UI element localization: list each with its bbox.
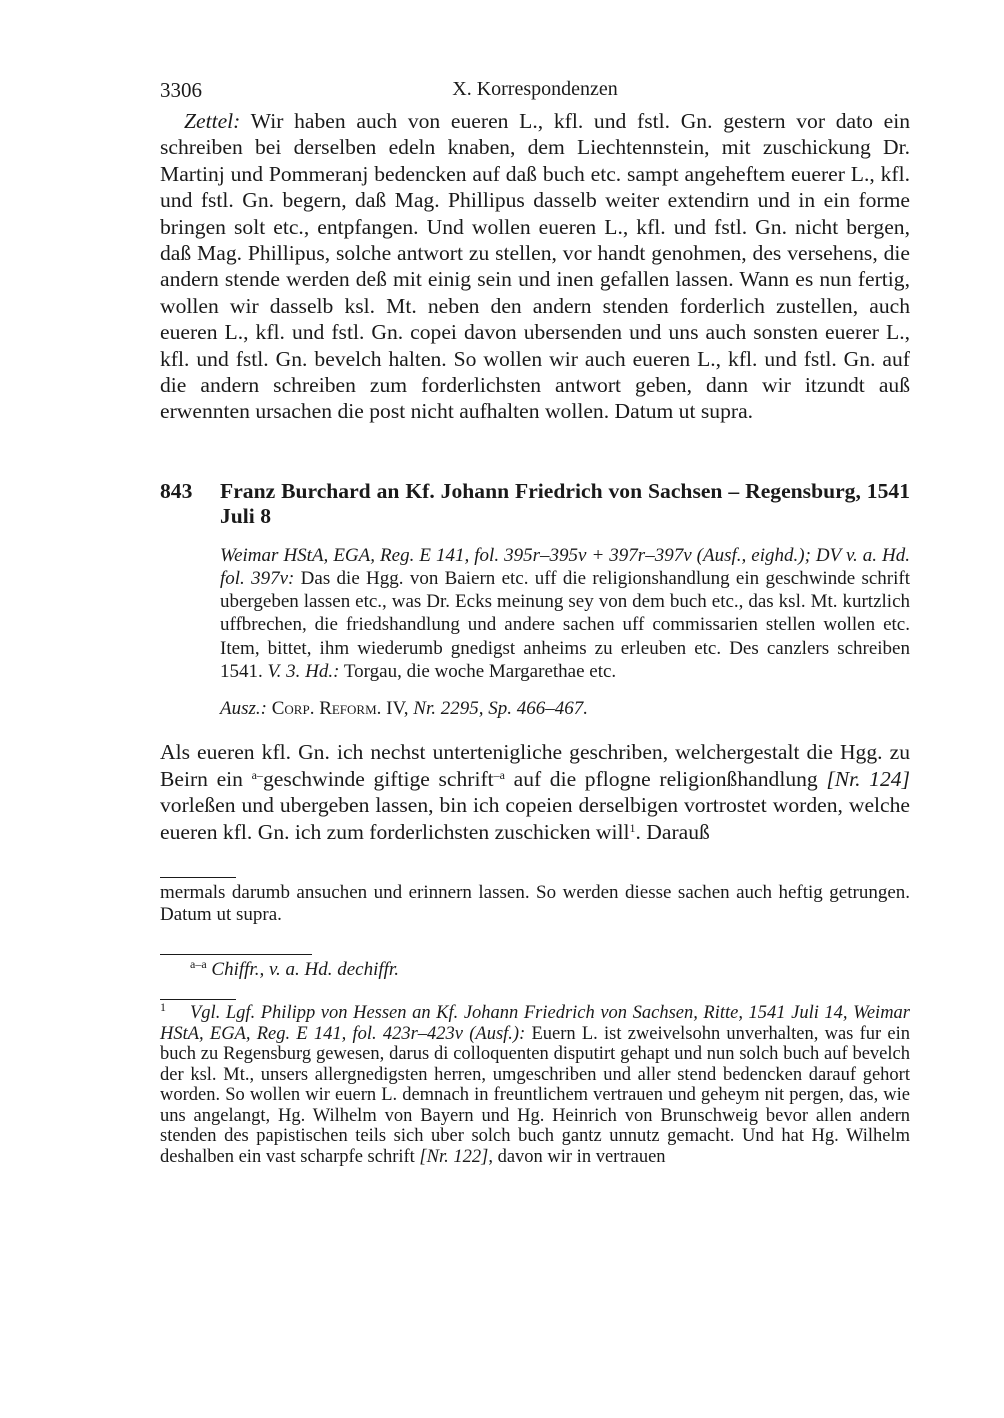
footnote1-rule bbox=[160, 999, 236, 1000]
variant-note-mark: a–a bbox=[190, 956, 207, 971]
source-end: Torgau, die woche Margarethae etc. bbox=[339, 660, 617, 682]
letter-part: . Darauß bbox=[635, 819, 710, 844]
footnote-rule bbox=[160, 877, 236, 878]
letter-part: vorleßen und ubergeben lassen, bin ich copeien derselbigen vortrostet worden, welche eueren kfl. Gn. ich zum forderlichsten zuschicken will bbox=[160, 793, 910, 844]
zettel-paragraph bbox=[160, 108, 910, 425]
footnote-1-text: Euern L. ist zweivelsohn unverhalten, was fur ein buch zu Regensburg gewesen, darus di colloquenten disputirt gehapt und nun solch buch auf bevelch der ksl. Mt., unsers allergnedigsten herren, umgeschriben und aller stend bedencken darauf gehort worden. So wollen wir euern L. demnach in freuntlichem vertrauen und geheym nit pergen, das, wie uns angelangt, Hg. Wilhelm von Bayern und Hg. Heinrich von Brunschweig bevor allen andern stenden des papistischen teils sich uber solch buch gantz unnutz gemacht. Und hat Hg. Wilhelm deshalben ein vast scharpfe schrift bbox=[160, 1023, 910, 1168]
ausz-corp: Corp. Reform. bbox=[266, 698, 382, 720]
source-description bbox=[220, 544, 910, 683]
edition-reference bbox=[220, 697, 910, 720]
variant-rule bbox=[160, 954, 312, 955]
ausz-label: Ausz.: bbox=[220, 698, 267, 720]
letter-part: auf die pflogne religionßhandlung bbox=[504, 766, 827, 791]
page-header bbox=[160, 78, 910, 108]
letter-reference: [Nr. 124] bbox=[826, 766, 910, 791]
source-summary: Das die Hgg. von Baiern etc. uff die religionshandlung ein geschwinde schrift ubergeben lassen etc., was Dr. Ecks meinung sey von dem buch etc., das ksl. Mt. kurtzlich uffbrechen, die friedshandlung und andere sachen uff commissarien stellen wollen etc. Item, bittet, ihm wiederumb gnedigst anheims zu erleuben etc. Des canzlers schreiben 1541. bbox=[220, 568, 910, 682]
letter-part: Als eueren kfl. Gn. ich nechst untertenigliche geschriben, welchergestalt die Hgg. zu Beirn ein bbox=[160, 740, 910, 791]
ausz-ref: Nr. 2295, Sp. 466–467. bbox=[413, 698, 588, 720]
page-number: 3306 bbox=[160, 78, 202, 102]
variant-mark-open: a– bbox=[251, 767, 263, 782]
letter-part: geschwinde giftige schrift bbox=[262, 766, 494, 791]
footnote-1-source: Vgl. Lgf. Philipp von Hessen an Kf. Johann Friedrich von Sachsen, Ritte, 1541 Juli 14, Weimar HStA, EGA, Reg. E 141, fol. 423r–423v (Ausf.): bbox=[160, 1002, 910, 1044]
variant-note-text: Chiffr., v. a. Hd. dechiffr. bbox=[206, 958, 399, 980]
document-title: Franz Burchard an Kf. Johann Friedrich von Sachsen – Regensburg, 1541 Juli 8 bbox=[220, 478, 910, 528]
letter-text bbox=[160, 739, 910, 845]
document-heading bbox=[160, 479, 910, 529]
source-archive: Weimar HStA, EGA, Reg. E 141, fol. 395r–395v + 397r–397v (Ausf., eighd.); DV v. a. Hd. fol. 397v: bbox=[220, 544, 910, 590]
footnote-1-end: , davon wir in vertrauen bbox=[488, 1147, 666, 1168]
variant-mark-close: –a bbox=[493, 767, 505, 782]
footnote-mark: 1 bbox=[629, 820, 636, 835]
document-number: 843 bbox=[160, 478, 193, 503]
footnote-1-reference: [Nr. 122] bbox=[419, 1147, 489, 1168]
ausz-volume: IV, bbox=[381, 698, 414, 720]
running-title: X. Korrespondenzen bbox=[452, 78, 618, 100]
footnote-1: $^1$ Vgl. Lgf. Philipp von Hessen an Kf. Johann Friedrich von Sachsen, Ritte, 1541 Juli 14, Weimar HStA, EGA, Reg. E 141, fol. 423r–423v (Ausf.): Euern L. ist zweivelsohn unverhalten, was fur ein buch zu Regensburg gewesen, darus di colloquenten disputirt gehapt und nun solch buch auf bevelch der ksl. Mt., unsers allergnedigsten herren, umgeschriben und aller stend bedencken darauf gehort worden. So wollen wir euern L. demnach in freuntlichem vertrauen und geheym nit pergen, das, wie uns angelangt, Hg. Wilhelm von Bayern und Hg. Heinrich von Brunschweig bevor allen andern stenden des papistischen teils sich uber solch buch gantz unnutz gemacht. Und hat Hg. Wilhelm deshalben ein vast scharpfe schrift [Nr. 122], davon wir in vertrauen bbox=[160, 999, 910, 1168]
zettel-text: Wir haben auch von eueren L., kfl. und fstl. Gn. gestern vor dato ein schreiben bei derselben edeln knaben, dem Liechtennstein, mit zuschickung Dr. Martinj und Pommeranj bedencken auf daß buch etc. sampt angeheftem euerer L., kfl. und fstl. Gn. begern, daß Mag. Phillipus dasselb weiter extendirn und in ein forme bringen solt etc., entpfangen. Und wollen eueren L., kfl. und fstl. Gn. nicht bergen, daß Mag. Phillipus, solche antwort zu stellen, vor handt genohmen, des versehens, die andern stende werden deß mit einig sein und inen gefallen lassen. Wann es nun fertig, wollen wir dasselb ksl. Mt. neben den andern stenden forderlich zustellen, auch eueren L., kfl. und fstl. Gn. copei davon ubersenden und uns auch sonsten euerer L., kfl. und fstl. Gn. bevelch halten. So wollen wir auch eueren L., kfl. und fstl. Gn. auf die andern schreiben zum forderlichsten antwort geben, dann wir itzundt auß erwennten ursachen die post nicht aufhalten wollen. Datum ut supra. bbox=[160, 109, 910, 424]
source-hand: V. 3. Hd.: bbox=[267, 660, 340, 682]
page bbox=[160, 78, 910, 1168]
footnote-continuation: mermals darumb ansuchen und erinnern lassen. So werden diesse sachen auch heftig getrungen. Datum ut supra. bbox=[160, 881, 910, 925]
variant-note bbox=[160, 956, 910, 981]
zettel-label: Zettel: bbox=[184, 109, 241, 133]
